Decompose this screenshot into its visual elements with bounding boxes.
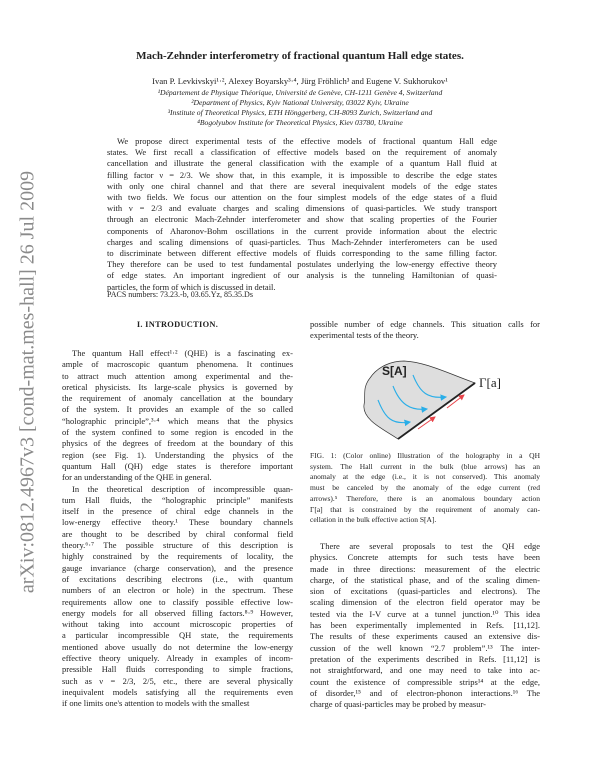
text-line: effective theory uniquely. Already in examples of incom- <box>62 653 293 664</box>
text-line: sion of excitations (quasi-particles and electrons). The <box>310 586 540 597</box>
text-line: if one limits one's attention to models with the smallest <box>62 698 250 709</box>
text-line: system. The Hall current in the bulk (blue arrows) has an <box>310 461 540 471</box>
text-line: quantum Hall (QH) edge states is therefore important <box>62 460 293 471</box>
text-line: count the existence of compressible strips¹⁴ at the edge, <box>310 676 540 687</box>
affiliation-4: ⁴Bogolyubov Institute for Theoretical Physics, Kiev 03780, Ukraine <box>197 118 403 127</box>
text-line: without taking into account microscopic properties of <box>62 619 293 630</box>
text-line: are thought to be described by chiral conformal field <box>62 528 293 539</box>
text-line: filling factor ν = 2/3. We show that, in this example, it is impossible to describe the edge states <box>107 169 497 180</box>
text-line: highly constrained by the requirements of locality, the <box>62 551 293 562</box>
text-line: arrows).⁵ Therefore, there is an anomalous boundary action <box>310 493 540 503</box>
text-line: There are several proposals to test the QH edge <box>320 541 540 551</box>
text-line: to discriminate between different effective models of fluids corresponding to the same filling factor. <box>107 248 497 259</box>
bulk-region <box>364 361 475 439</box>
text-line: They therefore can be used to test fundamental postulates underlying the low-energy effective theory <box>107 259 497 270</box>
text-line: of the system confined to some region is encoded in the <box>62 427 293 438</box>
paper-title: Mach-Zehnder interferometry of fractional quantum Hall edge states. <box>136 50 464 62</box>
text-line: inequivalent models satisfying all the requirements even <box>62 686 293 697</box>
text-line: such as ν = 2/3, 2/5, etc., there are several physically <box>62 675 293 686</box>
text-line: states. We first recall a classification of effective models based on the requirement of anomaly <box>107 147 497 158</box>
text-line: requirements allow one to classify possible effective low- <box>62 596 293 607</box>
text-line: physics. Concrete attempts for such tests have been <box>310 552 540 563</box>
text-line: region (see Fig. 1). Understanding the physics of the <box>62 449 293 460</box>
text-line: We propose direct experimental tests of the effective models of fractional quantum Hall edge <box>117 136 497 146</box>
text-line: itself in the presence of chiral edge channels in the <box>62 506 293 517</box>
text-line: of excitations describing electrons (i.e., with quantum <box>62 573 293 584</box>
text-line: with only one chiral channel and that there are several inequivalent models of the edge states <box>107 180 497 191</box>
text-line: cancellation and illustrate the general classification with the example of a quantum Hall fluid at <box>107 158 497 169</box>
text-line: experimental tests of the theory. <box>310 330 419 341</box>
text-line: to attract much attention among experimental and the- <box>62 370 293 381</box>
text-line: pressible Hall fluids corresponding to simple fractions, <box>62 664 293 675</box>
text-line: charges and scaling dimensions of quasi-particles. Thus Mach-Zehnder interferometers can be used <box>107 236 497 247</box>
text-line: scaling dimension of the electron field operator may be <box>310 597 540 608</box>
text-line: numbers of an electron or hole) in the spectrum. These <box>62 585 293 596</box>
text-line: a particular incompressible QH state, the requirements <box>62 630 293 641</box>
text-line: Γ[a] that is constrained by the requirement of anomaly can- <box>310 504 540 514</box>
text-line: In the theoretical description of incompressible quan- <box>72 483 293 494</box>
text-line: cellation in the bulk effective action S[A]. <box>310 515 437 525</box>
arxiv-identifier-stamp: arXiv:0812.4967v3 [cond-mat.mes-hall] 26 Jul 2009 <box>16 170 39 594</box>
text-line: not straightforward, and one may need to take into ac- <box>310 665 540 676</box>
text-line: gauge invariance (charge conservation), and the presence <box>62 562 293 573</box>
text-line: the requirement of anomaly cancellation at the boundary <box>62 393 293 404</box>
text-line: tum Hall fluids, the “holographic principle” manifests <box>62 494 293 505</box>
affiliation-1: ¹Département de Physique Théorique, Université de Genève, CH-1211 Genève 4, Switzerland <box>157 88 443 97</box>
pacs-numbers: PACS numbers: 73.23.-b, 03.65.Yz, 85.35.Ds <box>107 290 253 299</box>
text-line: FIG. 1: (Color online) Illustration of the holography in a QH <box>310 451 540 460</box>
text-line: pretation of the experiments described in Refs. [11,12] is <box>310 653 540 664</box>
author-list: Ivan P. Levkivskyi¹·², Alexey Boyarsky³·⁴, Jürg Fröhlich³ and Eugene V. Sukhorukov¹ <box>152 76 448 86</box>
bulk-action-label: S[A] <box>382 364 407 378</box>
text-line: ample of macroscopic quantum phenomena. It continues <box>62 359 293 370</box>
text-line: tested via the I-V curve at a tunnel junction.¹⁰ This idea <box>310 608 540 619</box>
text-line: with ν = 2/3 and evaluate charges and scaling dimensions of quasi-particles. We study transport <box>107 203 497 214</box>
text-line: for an understanding of the QHE in general. <box>62 472 212 483</box>
text-line: mentioned above usually do not determine the low-energy <box>62 641 293 652</box>
text-line: through an electronic Mach-Zehnder interferometer and show that scaling properties of the Fourier <box>107 214 497 225</box>
section-heading-introduction: I. INTRODUCTION. <box>136 320 219 329</box>
edge-action-label: Γ[a] <box>479 375 501 390</box>
text-line: made in three directions: measurement of the electric <box>310 563 540 574</box>
text-line: with two fields. We focus our attention on the four simplest models of the edge states of a fluid <box>107 192 497 203</box>
text-line: The quantum Hall effect¹·² (QHE) is a fascinating ex- <box>72 348 293 358</box>
text-line: has been experimentally implemented in Refs. [11,12]. <box>310 620 540 631</box>
text-line: of the system. It provides an example of the so called <box>62 404 293 415</box>
right-column-paragraph <box>310 541 540 710</box>
text-line: oretical physicists. Its large-scale physics is governed by <box>62 381 293 392</box>
text-line: charge of quasi-particles may be probed by measur- <box>310 699 486 710</box>
text-line: of disorder,¹⁵ and of electron-phonon interactions.¹⁶ The <box>310 687 540 698</box>
affiliation-2: ²Department of Physics, Kyiv National University, 03022 Kyiv, Ukraine <box>191 98 409 107</box>
text-line: anomaly at the edge (i.e., it is not conserved). This anomaly <box>310 472 540 482</box>
text-line: energy models for all observed filling factors.⁸·⁹ However, <box>62 607 293 618</box>
text-line: possible number of edge channels. This situation calls for <box>310 319 540 329</box>
text-line: of edge states. An important ingredient of our analysis is the tunneling Hamiltonian of quasi- <box>107 270 497 281</box>
text-line: low-energy effective theory.¹ These boundary channels <box>62 517 293 528</box>
text-line: must be canceled by the anomaly of the edge current (red <box>310 483 540 493</box>
text-line: cussion of the well known “2.7 problem”.¹³ The inter- <box>310 642 540 653</box>
text-line: particles, the form of which is discussed in detail. <box>107 281 276 292</box>
text-line: charge, of the statistical phase, and of the scaling dimen- <box>310 574 540 585</box>
affiliation-3: ³Institute of Theoretical Physics, ETH Hönggerberg, CH-8093 Zurich, Switzerland and <box>167 108 433 117</box>
text-line: The results of these experiments caused an extensive dis- <box>310 631 540 642</box>
figure-caption <box>310 451 540 526</box>
text-line: physics of the degrees of freedom at the boundary of this <box>62 438 293 449</box>
text-line: “holographic principle”,³·⁴ which means that the physics <box>62 415 293 426</box>
text-line: components of Aharonov-Bohm oscillations in the current provide information about the electric <box>107 225 497 236</box>
text-line: theory.⁶·⁷ The possible structure of this description is <box>62 540 293 551</box>
